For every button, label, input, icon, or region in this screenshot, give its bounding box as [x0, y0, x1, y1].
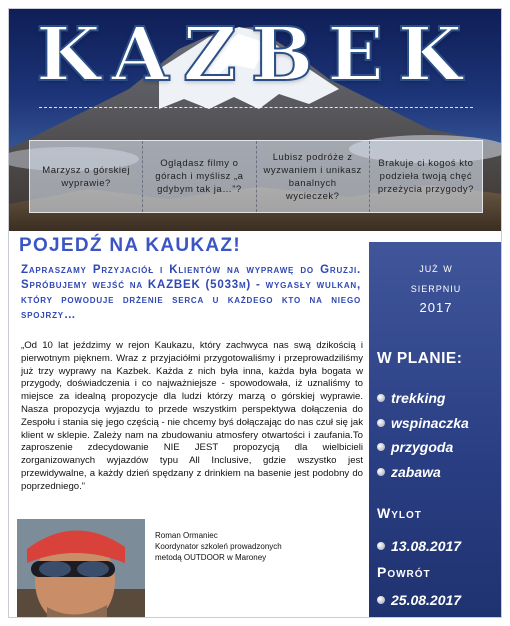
plan-item: [377, 435, 469, 460]
question-1: Marzysz o górskiej wyprawie?: [30, 141, 143, 212]
plan-item-label: wspinaczka: [391, 414, 469, 431]
return-date: 25.08.2017: [391, 592, 462, 608]
hero-divider: [39, 107, 473, 108]
departure-date-row: [377, 538, 461, 554]
plan-item: [377, 411, 469, 436]
plan-item-label: przygoda: [391, 439, 454, 456]
plan-item-label: trekking: [391, 390, 446, 407]
bullet-icon: [377, 443, 385, 451]
hero-banner: [9, 9, 502, 231]
plan-title: W PLANIE:: [377, 350, 463, 367]
caption-line-1: Koordynator szkoleń prowadzonych: [155, 542, 282, 551]
hero-title: KAZBEK: [35, 12, 477, 98]
coordinator-photo: [17, 519, 145, 618]
plan-item-label: zabawa: [391, 463, 441, 480]
when-line-1: już w: [419, 260, 453, 275]
plan-item: [377, 386, 469, 411]
question-4: Brakuje ci kogoś kto podzieła twoją chęć przeżycia przygody?: [377, 158, 474, 195]
when-line-3: 2017: [419, 300, 453, 315]
bullet-icon: [377, 394, 385, 402]
when-line-2: sierpniu: [410, 280, 462, 295]
bullet-icon: [377, 596, 385, 604]
caption-name: Roman Ormaniec: [155, 531, 218, 540]
plan-item: [377, 460, 469, 485]
return-date-row: [377, 592, 461, 608]
bullet-icon: [377, 468, 385, 476]
question-2: Oglądasz filmy o górach i myślisz „a gdybym tak ja…”?: [143, 141, 256, 212]
bullet-icon: [377, 419, 385, 427]
question-strip: [29, 140, 483, 213]
body-text: „Od 10 lat jeździmy w rejon Kaukazu, który zachwyca nas swą dzikością i pierwotnym pięknem. Wraz z przyjaciółmi przygotowaliśmy i przeprowadziliśmy już trzy wyprawy na Kazbek. Każda z nich była inna, każda była bogata w przygody, doświadczenia i co najważniejsze - spowodowała, iż uznaliśmy to miejsce za idealną propozycje dla ludzi którzy marzą o górskiej wyprawie. Nasza propozycja wyjazdu to przede wszystkim perspektywa dołączenia do Zespołu i stania się jego częścią - nie chcemy byś dołączając do nas czuł się jak klient w sklepie. Zależy nam na zbudowaniu atmosfery otwartości i zaufania.To zaproszenie zdecydowanie NIE JEST propozycją dla wielbicieli zorganizowanych wyjazdów typu All Inclusive, gdzie wszystko jest przewidywalne, a każdy dzień spędzany z drinkiem na basenie jest podobny do poprzedniego.”: [21, 340, 363, 492]
date-announcement: [369, 258, 502, 318]
headline: POJEDŹ NA KAUKAZ!: [19, 235, 241, 256]
caption-line-2: metodą OUTDOOR w Maroney: [155, 553, 267, 562]
flyer-page: [8, 8, 502, 618]
question-3: Lubisz podróże z wyzwaniem i unikasz banalnych wycieczek?: [257, 141, 370, 212]
intro-text: Zapraszamy Przyjaciół i Klientów na wyprawę do Gruzji. Spróbujemy wejść na KAZBEK (5033m) - wygasły wulkan, który powoduje drżenie serca u każdego kto na niego spojrzy…: [21, 264, 361, 321]
plan-list: [377, 386, 469, 484]
return-label: Powrót: [377, 564, 431, 580]
departure-label: Wylot: [377, 505, 422, 521]
departure-date: 13.08.2017: [391, 538, 462, 554]
photo-caption: [155, 530, 282, 563]
bullet-icon: [377, 542, 385, 550]
info-sidebar: [369, 242, 502, 618]
